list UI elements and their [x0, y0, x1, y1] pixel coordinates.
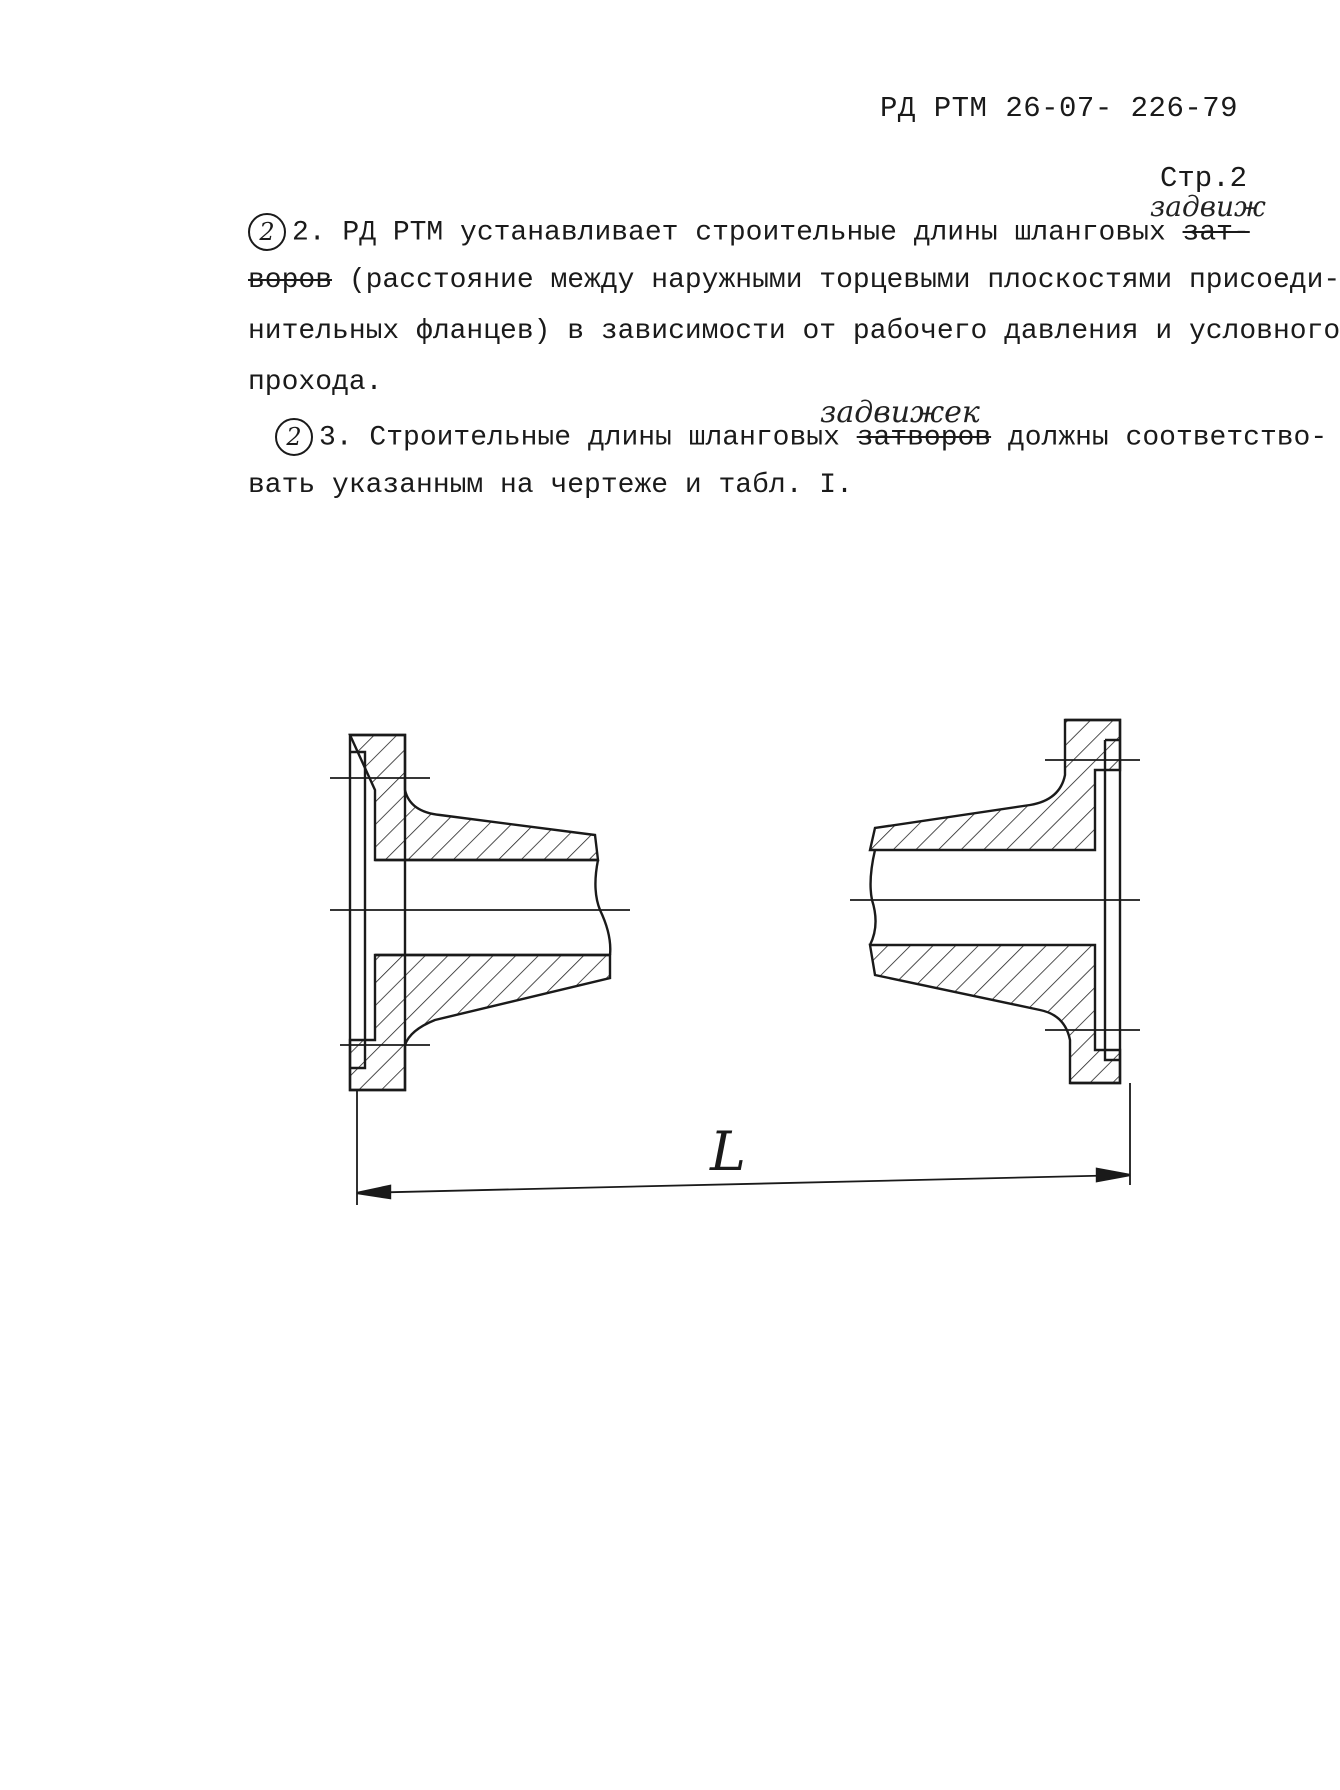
text: 3. Строительные длины шланговых [319, 422, 857, 454]
paragraph-3-line-2: вать указанным на чертеже и табл. I. [248, 470, 853, 501]
left-flange-lower [350, 955, 610, 1090]
dimension-label: L [710, 1120, 746, 1183]
struck-text: затворов [856, 422, 992, 454]
left-flange-upper [350, 735, 598, 860]
left-pipe-break [595, 860, 610, 955]
struck-text: воров [248, 265, 333, 296]
change-marker: 2 [248, 213, 286, 251]
text: 2. РД РТМ устанавливает строительные длины шланговых [292, 217, 1183, 249]
text: (расстояние между наружными торцевыми плоскостями присоеди- [332, 265, 1340, 296]
page-number: Стр.2 [1160, 162, 1248, 195]
paragraph-2-line-3: нительных фланцев) в зависимости от рабочего давления и условного [248, 316, 1340, 347]
doc-number: РД РТМ 26-07- 226-79 [880, 92, 1239, 125]
right-flange-lower [870, 945, 1120, 1083]
text: должны соответство- [991, 422, 1328, 454]
struck-text: зат- [1182, 217, 1250, 249]
paragraph-2-line-4: прохода. [248, 367, 383, 398]
right-flange-upper [870, 720, 1120, 850]
handwritten-correction-2: задвижек [820, 395, 980, 430]
right-pipe-break [870, 850, 876, 945]
change-marker: 2 [275, 418, 313, 456]
handwritten-correction-1: задвиж [1150, 190, 1266, 223]
